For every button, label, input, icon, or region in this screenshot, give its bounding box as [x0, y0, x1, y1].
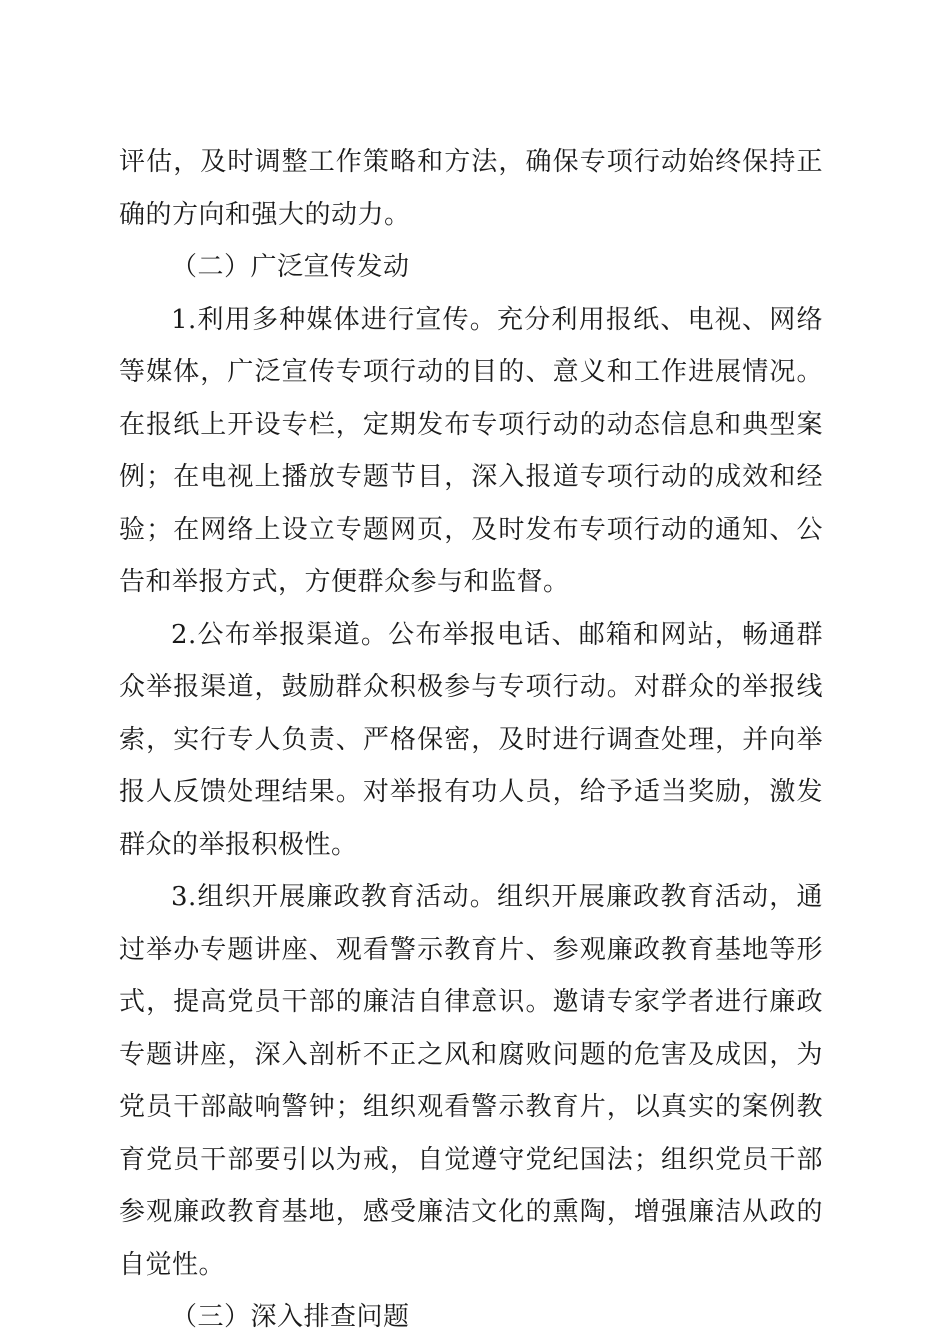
paragraph-integrity-education: 3.组织开展廉政教育活动。组织开展廉政教育活动，通过举办专题讲座、观看警示教育片、参观廉政教育基地等形式，提高党员干部的廉洁自律意识。邀请专家学者进行廉政专题讲座，深入剖析不正之风和腐败问题的危害及成因，为党员干部敲响警钟；组织观看警示教育片，以真实的案例教育党员干部要引以为戒，自觉遵守党纪国法；组织党员干部参观廉政教育基地，感受廉洁文化的熏陶，增强廉洁从政的自觉性。	[119, 882, 823, 1280]
continuation-paragraph: 评估，及时调整工作策略和方法，确保专项行动始终保持正确的方向和强大的动力。	[119, 147, 823, 230]
section-heading-3: （三）深入排查问题	[171, 1302, 410, 1332]
paragraph-report-channels: 2.公布举报渠道。公布举报电话、邮箱和网站，畅通群众举报渠道，鼓励群众积极参与专项行动。对群众的举报线索，实行专人负责、严格保密，及时进行调查处理，并向举报人反馈处理结果。对举报有功人员，给予适当奖励，激发群众的举报积极性。	[119, 619, 823, 860]
paragraph-media-publicity: 1.利用多种媒体进行宣传。充分利用报纸、电视、网络等媒体，广泛宣传专项行动的目的、意义和工作进展情况。在报纸上开设专栏，定期发布专项行动的动态信息和典型案例；在电视上播放专题节目，深入报道专项行动的成效和经验；在网络上设立专题网页，及时发布专项行动的通知、公告和举报方式，方便群众参与和监督。	[119, 304, 823, 597]
section-heading-2: （二）广泛宣传发动	[171, 252, 410, 282]
document-body	[119, 136, 823, 1344]
